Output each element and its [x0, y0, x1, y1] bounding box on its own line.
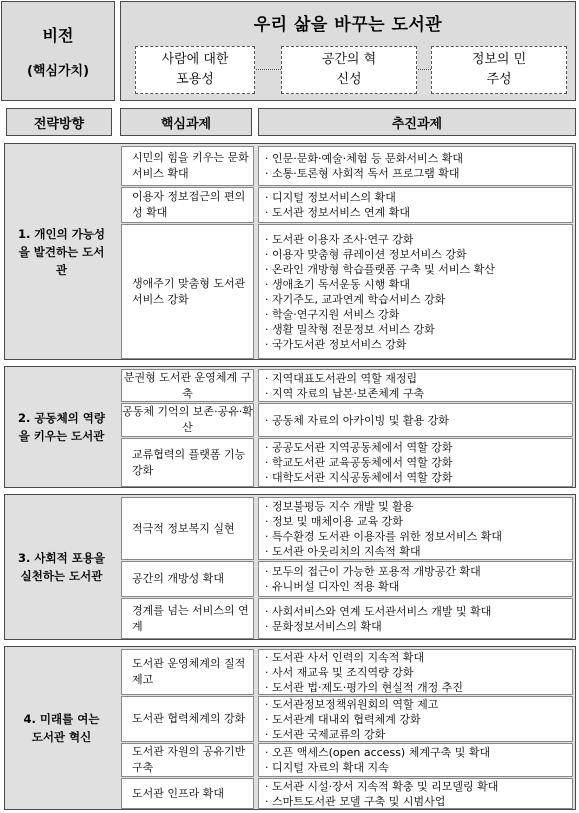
- action-item: · 사회서비스와 연계 도서관서비스 개발 및 확대: [265, 604, 492, 618]
- task-row: [121, 187, 573, 223]
- action-item: · 지역 자료의 납본·보존체계 구축: [265, 386, 425, 400]
- core-task: 공동체 기억의 보존·공유·확산: [121, 403, 254, 437]
- action-item: · 도서관 법·제도·평가의 현실적 개정 추진: [265, 680, 463, 694]
- task-row: [121, 778, 573, 809]
- strategy-label: [5, 647, 118, 809]
- action-item: · 디지털 정보서비스의 확대: [265, 191, 396, 204]
- action-items: [258, 561, 573, 597]
- action-item: · 도서관 시설·장서 지속적 확충 및 리모델링 확대: [265, 779, 499, 793]
- action-item: · 인문·문화·예술·체험 등 문화서비스 확대: [265, 152, 463, 165]
- action-item: · 도서관 정보서비스 연계 확대: [265, 206, 410, 219]
- action-item: · 도서관 국제교류의 강화: [265, 727, 386, 741]
- header-action-task: 추진과제: [258, 108, 576, 136]
- vision-label-box: [1, 1, 115, 101]
- value-connector: [251, 69, 281, 70]
- action-items: [258, 224, 573, 359]
- section-grid: [121, 146, 573, 357]
- core-value-label: 사람에 대한 포용성: [161, 52, 229, 87]
- core-task: 공간의 개방성 확대: [121, 561, 254, 597]
- task-row: [121, 497, 573, 560]
- header-strategy: 전략방향: [6, 108, 112, 136]
- action-items: [258, 369, 573, 402]
- strategy-section-3: [4, 494, 576, 640]
- action-item: · 생활 밀착형 전문정보 서비스 강화: [265, 322, 435, 336]
- section-grid: [121, 369, 573, 485]
- action-item: · 대학도서관 지식공동체에서 역할 강화: [265, 471, 453, 484]
- action-item: · 도서관 사서 인력의 지속적 확대: [265, 650, 425, 664]
- core-task: 경계를 넘는 서비스의 연계: [121, 598, 254, 639]
- action-item: · 유니버설 디자인 적용 확대: [265, 580, 400, 593]
- strategy-text: 4. 미래를 여는 도서관 혁신: [23, 712, 100, 744]
- task-row: [121, 146, 573, 186]
- action-item: · 정보 및 매체이용 교육 강화: [265, 514, 403, 528]
- core-task: 이용자 정보접근의 편의성 확대: [121, 187, 254, 223]
- core-values-label: (핵심가치): [26, 64, 90, 79]
- action-item: · 도서관 아웃리치의 지속적 확대: [265, 544, 421, 558]
- core-task: 도서관 운영체계의 질적 제고: [121, 649, 254, 695]
- action-item: · 도서관계 대내외 협력체계 강화: [265, 712, 421, 726]
- section-grid: [121, 649, 573, 807]
- action-item: · 온라인 개방형 학습플랫폼 구축 및 서비스 확산: [265, 262, 495, 276]
- task-row: [121, 561, 573, 597]
- action-items: [258, 497, 573, 560]
- action-item: · 오픈 액세스(open access) 체계구축 및 확대: [265, 746, 491, 759]
- core-value-inclusiveness: [135, 46, 255, 94]
- action-item: · 지역대표도서관의 역할 재정립: [265, 371, 418, 385]
- header-core-task: 핵심과제: [120, 108, 252, 136]
- action-items: [258, 146, 573, 186]
- action-item: · 공공도서관 지역공동체에서 역할 강화: [265, 441, 453, 454]
- action-items: [258, 649, 573, 695]
- action-item: · 모두의 접근이 가능한 포용적 개방공간 확대: [265, 565, 481, 578]
- action-item: · 학교도서관 교육공동체에서 역할 강화: [265, 456, 453, 469]
- action-items: [258, 778, 573, 809]
- task-row: [121, 403, 573, 437]
- action-item: · 도서관 이용자 조사·연구 강화: [265, 232, 414, 246]
- action-item: · 학술·연구지원 서비스 강화: [265, 307, 400, 321]
- core-value-innovation: [281, 46, 417, 94]
- strategy-section-4: [4, 646, 576, 810]
- core-value-label: 공간의 혁신성: [321, 52, 377, 87]
- action-item: · 생애초기 독서운동 시행 확대: [265, 277, 410, 291]
- core-task: 분권형 도서관 운영체계 구축: [121, 369, 254, 402]
- strategy-section-2: [4, 366, 576, 488]
- action-item: · 공동체 자료의 아카이빙 및 활용 강화: [265, 413, 449, 427]
- action-item: · 정보불평등 지수 개발 및 활용: [265, 499, 414, 513]
- action-item: · 이용자 맞춤형 큐레이션 정보서비스 강화: [265, 247, 467, 261]
- action-items: [258, 403, 573, 437]
- strategy-label: [5, 144, 118, 359]
- action-items: [258, 438, 573, 487]
- core-task: 도서관 협력체계의 강화: [121, 696, 254, 742]
- strategy-section-1: [4, 143, 576, 360]
- action-item: · 자기주도, 교과연계 학습서비스 강화: [265, 292, 446, 306]
- action-item: · 사서 재교육 및 조직역량 강화: [265, 665, 414, 679]
- core-task: 적극적 정보복지 실현: [121, 497, 254, 560]
- core-task: 교류협력의 플랫폼 기능 강화: [121, 438, 254, 487]
- action-item: · 스마트도서관 모델 구축 및 시범사업: [265, 794, 446, 808]
- core-task: 도서관 인프라 확대: [121, 778, 254, 809]
- core-task: 생애주기 맞춤형 도서관서비스 강화: [121, 224, 254, 359]
- core-value-label: 정보의 민주성: [471, 52, 527, 87]
- vision-title: 우리 삶을 바꾸는 도서관: [253, 15, 443, 35]
- action-items: [258, 743, 573, 777]
- strategy-label: [5, 495, 118, 639]
- strategy-text: 2. 공동체의 역량을 키우는 도서관: [17, 411, 106, 443]
- core-task: 시민의 힘을 키우는 문화서비스 확대: [121, 146, 254, 186]
- task-row: [121, 224, 573, 359]
- task-row: [121, 598, 573, 639]
- task-row: [121, 438, 573, 487]
- task-row: [121, 649, 573, 695]
- action-item: · 특수환경 도서관 이용자를 위한 정보서비스 확대: [265, 529, 502, 543]
- core-value-democracy: [431, 46, 567, 94]
- task-row: [121, 696, 573, 742]
- strategy-label: [5, 367, 118, 487]
- vision-box: [120, 1, 576, 101]
- vision-label: 비전: [42, 26, 74, 45]
- value-connector: [415, 69, 431, 70]
- action-item: · 국가도서관 정보서비스 강화: [265, 337, 407, 351]
- task-row: [121, 743, 573, 777]
- action-item: · 문화정보서비스의 확대: [265, 619, 382, 633]
- action-items: [258, 696, 573, 742]
- action-items: [258, 598, 573, 639]
- strategy-text: 3. 사회적 포용을 실천하는 도서관: [17, 551, 106, 583]
- strategy-text: 1. 개인의 가능성을 발견하는 도서관: [17, 226, 106, 277]
- core-task: 도서관 자원의 공유기반 구축: [121, 743, 254, 777]
- action-item: · 도서관정보정책위원회의 역할 제고: [265, 697, 439, 711]
- action-items: [258, 187, 573, 223]
- action-item: · 디지털 자료의 확대 지속: [265, 761, 389, 774]
- task-row: [121, 369, 573, 402]
- action-item: · 소통·토론형 사회적 독서 프로그램 확대: [265, 167, 460, 180]
- section-grid: [121, 497, 573, 637]
